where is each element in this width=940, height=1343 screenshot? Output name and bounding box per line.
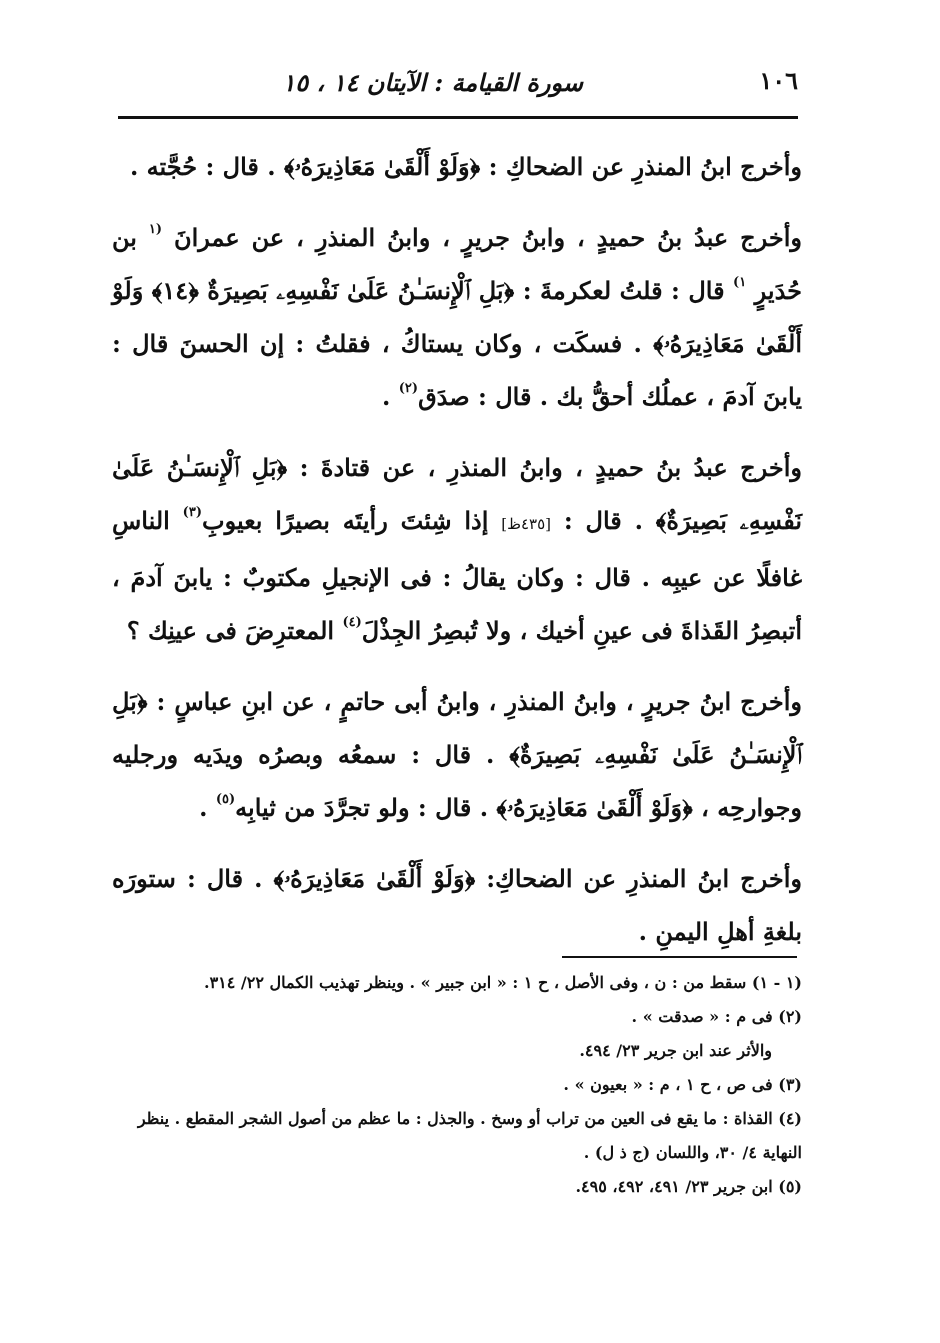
footnote: (٢) فى م : « صدقت » . [631,1007,802,1026]
text-run: . قال : سمعُه وبصرُه ويدَيه ورجليه وجوارحِه ، [112,740,802,822]
footnote-ref: ١) [733,275,747,290]
footnote-ref: (٥) [215,792,236,807]
paragraph [112,675,802,834]
text-run: . [382,382,399,411]
footnote: (١ - ١) سقط من : ن ، وفى الأصل ، ح ١ : « ابن جبير » . وينظر تهذيب الكمال ٢٢/ ٣١٤. [203,973,802,992]
quran-quote: ﴿وَلَوْ أَلْقَىٰ مَعَاذِيرَهُۥ﴾ [283,152,481,181]
paragraph [112,852,802,958]
quran-quote: ﴿وَلَوْ أَلْقَىٰ مَعَاذِيرَهُۥ﴾ [496,793,693,822]
text-run: وأخرج عبدُ بنُ حميدٍ ، وابنُ جريرٍ ، وابنُ المنذرِ ، عن عمرانَ [162,223,802,252]
footnote-rule [562,956,797,958]
text-run: وأخرج ابنُ المنذرِ عن الضحاكِ: [475,864,802,893]
quran-quote: ﴿بَلِ ٱلْإِنسَـٰنُ عَلَىٰ نَفْسِهِۦ بَصِيرَةٌ﴾ [112,687,802,769]
quran-quote: ﴿بَلِ ٱلْإِنسَـٰنُ عَلَىٰ نَفْسِهِۦ بَصِيرَةٌ﴾ [112,453,803,535]
paragraph [112,211,802,423]
header-rule [118,116,798,119]
text-run: . فسكَت ، وكان يستاكُ ، فقلتُ : إن الحسنَ قال : يابنَ آدمَ ، عملُك أحقُّ بك . قال : صدَق [112,329,802,411]
footnote-ref: (١ [148,222,163,237]
text-run: . قال : حُجَّته . [129,152,284,181]
footnote: (٤) القذاة : ما يقع فى العين من تراب أو وسخ . والجذل : ما عظم من أصول الشجر المقطع . ينظر النهاية ٤/ ٣٠، واللسان (ج ذ ل) . [137,1109,802,1162]
text-run: . قال : ستورَه بلغةِ أهلِ اليمنِ . [112,864,802,946]
page-number: ١٠٦ [759,66,798,95]
footnote: والأثر عند ابن جرير ٢٣/ ٤٩٤. [579,1041,772,1060]
text-run: وأخرج عبدُ بنُ حميدٍ ، وابنُ المنذرِ ، عن قتادةَ : [287,453,802,482]
quran-quote: ﴿بَلِ ٱلْإِنسَـٰنُ عَلَىٰ نَفْسِهِۦ بَصِيرَةٌ ﴿١٤﴾ وَلَوْ أَلْقَىٰ مَعَاذِيرَهُۥ﴾ [112,276,802,358]
text-run: الناسِ غافلًا عن عيبِه . قال : وكان يقالُ : فى الإنجيلِ مكتوبٌ : يابنَ آدمَ ، أتبصِرُ القَذاةَ فى عينِ أخيك ، ولا تُبصِرُ الجِذْلَ [112,506,802,645]
text-run: . قال : ولو تجرَّدَ من ثيابِه [235,793,497,822]
text-run: وأخرج ابنُ المنذرِ عن الضحاكِ : [480,152,802,181]
text-run: . قال : [551,506,656,535]
running-title: سورة القيامة : الآيتان ١٤ ، ١٥ [282,68,583,97]
paragraph [112,140,802,193]
text-run: إذا شِئتَ رأيتَه بصيرًا بعيوبِ [201,506,502,535]
manuscript-marker: [٤٣٥ظ] [501,515,552,533]
footnote-ref: (٣) [182,505,202,520]
text-run: قال : قلتُ لعكرمةَ : [514,276,734,305]
paragraph [112,441,802,657]
text-run: المعترِضَ فى عينِك ؟ [126,616,343,645]
footnotes [112,966,802,1204]
footnote: (٣) فى ص ، ح ١ ، م : « بعيون » . [563,1075,802,1094]
footnote-ref: (٤) [342,615,362,630]
text-run: . [199,793,216,822]
quran-quote: ﴿وَلَوْ أَلْقَىٰ مَعَاذِيرَهُۥ﴾ [273,864,476,893]
main-text [112,140,802,976]
page-header [118,60,798,110]
footnote-ref: (٢) [398,381,419,396]
footnote: (٥) ابن جرير ٢٣/ ٤٩١، ٤٩٢، ٤٩٥. [575,1177,802,1196]
text-run: بن حُدَيرٍ [112,223,803,305]
text-run: وأخرج ابنُ جريرٍ ، وابنُ المنذرِ ، وابنُ أبى حاتمٍ ، عن ابنِ عباسٍ : [147,687,802,716]
